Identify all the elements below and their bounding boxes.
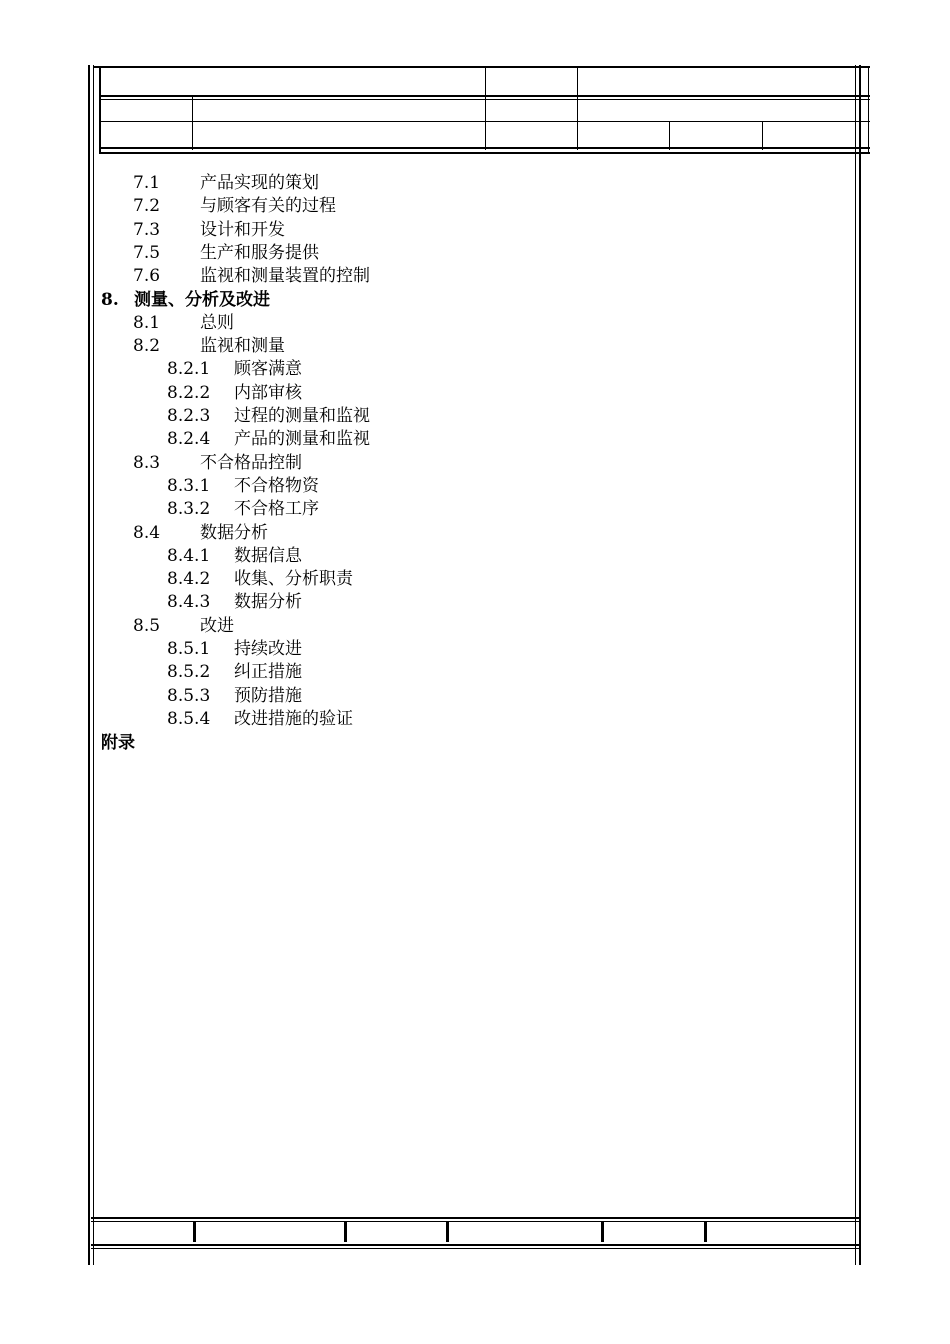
footer-bottom-border-2: [91, 1248, 861, 1249]
toc-entry-title: 产品实现的策划: [200, 173, 319, 193]
toc-entry-number: 8.2.1: [167, 359, 211, 379]
header-right-border: [868, 66, 869, 154]
toc-entry-title: 生产和服务提供: [200, 243, 319, 263]
toc-entry-title: 改进: [200, 616, 234, 636]
toc-entry-title: 监视和测量: [200, 336, 285, 356]
header-top-border: [94, 66, 870, 68]
toc-entry-title: 过程的测量和监视: [234, 406, 370, 426]
footer-col-5: [704, 1222, 707, 1242]
toc-entry-number: 8.4.2: [167, 569, 211, 589]
header-col-e: [762, 121, 763, 150]
toc-entry-number: 8.3.1: [167, 476, 211, 496]
toc-entry-title: 数据分析: [234, 592, 302, 612]
toc-entry-title: 数据分析: [200, 523, 268, 543]
toc-entry-number: 7.1: [133, 173, 161, 193]
toc-entry-number: 8.2.3: [167, 406, 211, 426]
toc-entry-number: 8.2.4: [167, 429, 211, 449]
footer-col-1: [193, 1222, 196, 1242]
footer-col-4: [601, 1222, 604, 1242]
toc-appendix: [101, 732, 135, 755]
frame-left-inner: [93, 65, 94, 1265]
toc-entry-title: 收集、分析职责: [234, 569, 353, 589]
toc-entry-title: 产品的测量和监视: [234, 429, 370, 449]
toc-entry-title: 数据信息: [234, 546, 302, 566]
toc-entry-number: 7.6: [133, 266, 161, 286]
toc-entry-number: 8.3: [133, 453, 161, 473]
footer-top-border-2: [91, 1221, 861, 1222]
toc-entry-title: 预防措施: [234, 686, 302, 706]
toc-entry-title: 内部审核: [234, 383, 302, 403]
toc-entry-title: 与顾客有关的过程: [200, 196, 336, 216]
toc-appendix-label: 附录: [101, 733, 135, 753]
toc-entry-number: 7.2: [133, 196, 161, 216]
toc-entry-number: 8.5.3: [167, 686, 211, 706]
frame-right-inner: [855, 65, 856, 1265]
toc-entry-title: 顾客满意: [234, 359, 302, 379]
header-col-d: [669, 121, 670, 150]
toc-entry-number: 8.4.1: [167, 546, 211, 566]
toc-entry-number: 7.5: [133, 243, 161, 263]
toc-entry-number: 8.5.1: [167, 639, 211, 659]
toc-entry-title: 设计和开发: [200, 220, 285, 240]
header-col-a: [192, 97, 193, 150]
toc-entry-number: 8.5: [133, 616, 161, 636]
toc-entry-number: 8.1: [133, 313, 161, 333]
header-col-c: [577, 66, 578, 150]
header-col-b: [485, 66, 486, 150]
footer-col-3: [446, 1222, 449, 1242]
footer-bottom-border: [91, 1244, 861, 1246]
toc-entry-number: 8.2.2: [167, 383, 211, 403]
toc-entry-number: 8.5.4: [167, 709, 211, 729]
toc-entry-number: 8.: [101, 290, 119, 310]
frame-right-outer: [859, 65, 861, 1265]
toc-entry-title: 不合格品控制: [200, 453, 302, 473]
toc-entry-title: 监视和测量装置的控制: [200, 266, 370, 286]
header-bottom-border-2: [100, 152, 870, 154]
toc-entry-number: 7.3: [133, 220, 161, 240]
toc-entry-number: 8.2: [133, 336, 161, 356]
footer-top-border: [91, 1217, 861, 1219]
toc-entry-title: 改进措施的验证: [234, 709, 353, 729]
header-left-border: [99, 66, 101, 154]
toc-entry-number: 8.3.2: [167, 499, 211, 519]
toc-entry-title: 测量、分析及改进: [134, 290, 270, 310]
toc-entry-title: 纠正措施: [234, 662, 302, 682]
toc-entry-number: 8.4: [133, 523, 161, 543]
toc-entry-number: 8.4.3: [167, 592, 211, 612]
frame-left-outer: [88, 65, 90, 1265]
footer-col-2: [344, 1222, 347, 1242]
toc-entry-title: 总则: [200, 313, 234, 333]
toc-entry-title: 不合格物资: [234, 476, 319, 496]
toc-entry-title: 持续改进: [234, 639, 302, 659]
toc-entry-number: 8.5.2: [167, 662, 211, 682]
toc-entry-title: 不合格工序: [234, 499, 319, 519]
